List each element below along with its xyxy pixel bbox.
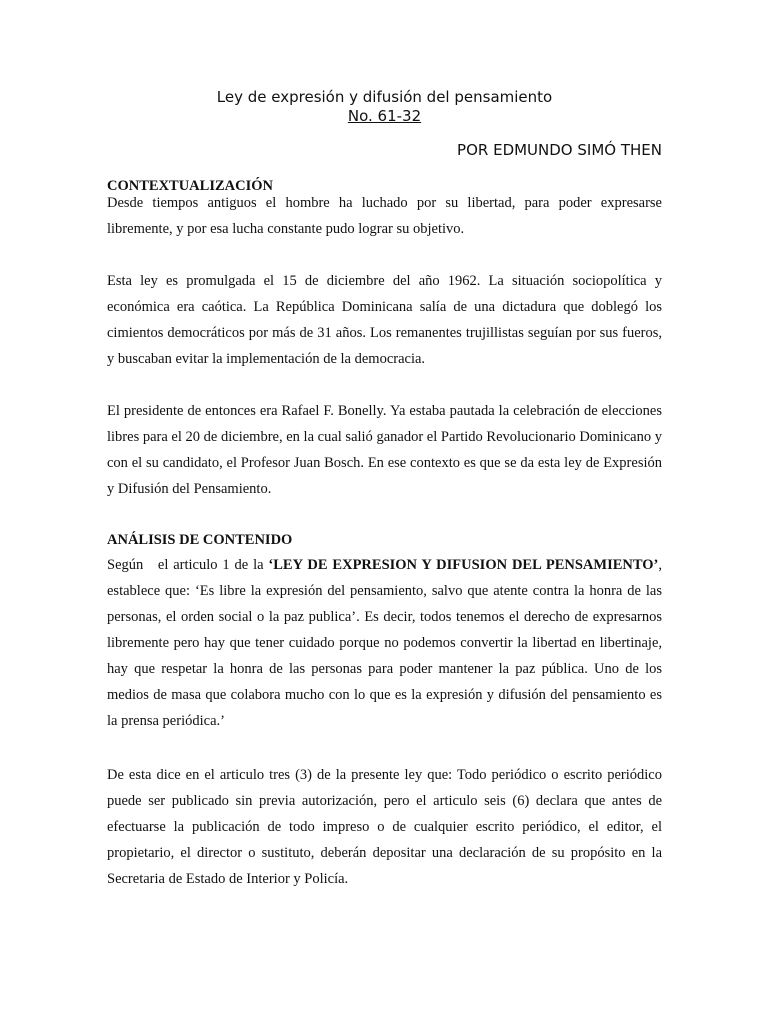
law-name-bold: ‘LEY DE EXPRESION Y DIFUSION DEL PENSAMIENTO’ — [268, 557, 659, 573]
section-heading-analisis: ANÁLISIS DE CONTENIDO — [107, 532, 293, 548]
paragraph-3: El presidente de entonces era Rafael F. Bonelly. Ya estaba pautada la celebración de elecciones libres para el 20 de diciembre, en la cual salió ganador el Partido Revolucionario Dominicano y con el su candidato, el Profesor Juan Bosch. En ese contexto es que se da esta ley de Expresión y Difusión del Pensamiento. — [107, 403, 662, 497]
paragraph-4 — [107, 552, 662, 734]
section-heading-contextualizacion: CONTEXTUALIZACIÓN — [107, 178, 273, 194]
law-number: No. 61-32 — [347, 107, 422, 125]
document-title: Ley de expresión y difusión del pensamiento — [216, 88, 553, 106]
paragraph-1: Desde tiempos antiguos el hombre ha luchado por su libertad, para poder expresarse libremente, y por esa lucha constante pudo lograr su objetivo. — [107, 195, 662, 237]
paragraph-2: Esta ley es promulgada el 15 de diciembre del año 1962. La situación sociopolítica y económica era caótica. La República Dominicana salía de una dictadura que doblegó los cimientos democráticos por más de 31 años. Los remanentes trujillistas seguían por sus fueros, y buscaban evitar la implementación de la democracia. — [107, 273, 662, 367]
document-title-block — [107, 88, 662, 126]
paragraph-4-start: Según el articulo 1 de la — [107, 557, 269, 573]
paragraph-4-rest: , establece que: ‘Es libre la expresión del pensamiento, salvo que atente contra la honra de las personas, el orden social o la paz publica’. Es decir, todos tenemos el derecho de expresarnos libremente pero hay que tener cuidado porque no podemos convertir la libertad en libertinaje, hay que respetar la honra de las personas para poder mantener la paz pública. Uno de los medios de masa que colabora mucho con lo que es la expresión y difusión del pensamiento es la prensa periódica.’ — [107, 557, 662, 729]
document-page — [107, 0, 662, 1024]
paragraph-5: De esta dice en el articulo tres (3) de la presente ley que: Todo periódico o escrito periódico puede ser publicado sin previa autorización, pero el articulo seis (6) declara que antes de efectuarse la publicación de todo impreso o de cualquier escrito periódico, el editor, el propietario, el director o sustituto, deberán depositar una declaración de su propósito en la Secretaria de Estado de Interior y Policía. — [107, 767, 662, 887]
document-author: POR EDMUNDO SIMÓ THEN — [457, 141, 662, 159]
